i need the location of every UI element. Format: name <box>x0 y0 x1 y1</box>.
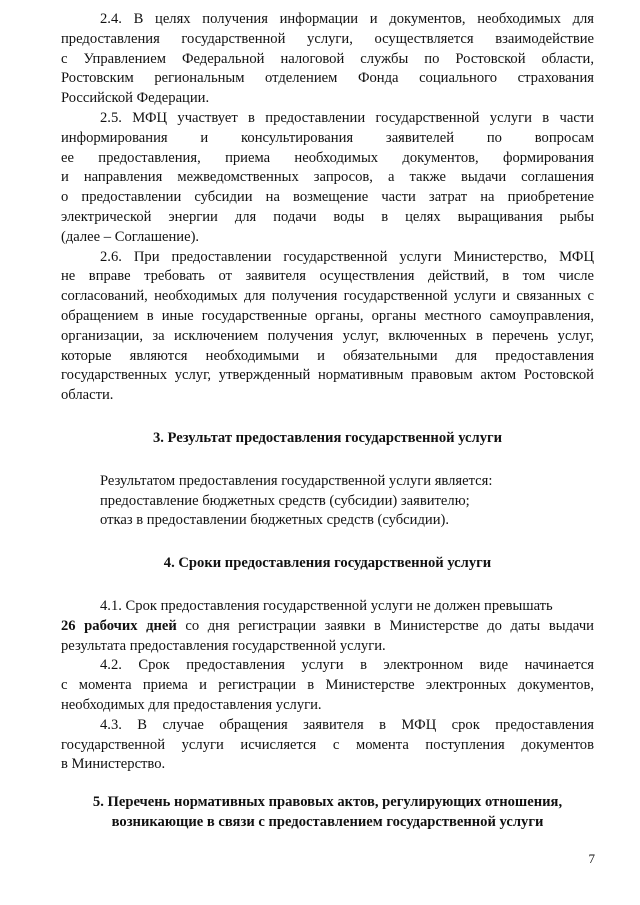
result-list <box>61 472 594 531</box>
text-line: с Управлением Федеральной налоговой службы по Ростовской области, <box>61 50 594 67</box>
text-line: государственных услуг, утвержденный нормативным правовым актом Ростовской <box>61 367 594 384</box>
text-line: согласований, необходимых для получения государственной услуги и связанных с <box>61 288 594 305</box>
paragraph-4-2 <box>61 656 594 715</box>
text-line: ее предоставления, приема необходимых документов, формирования <box>61 149 594 166</box>
text-line: необходимых для предоставления услуги. <box>61 696 322 713</box>
text-line: (далее – Соглашение). <box>61 228 200 245</box>
paragraph-2-6 <box>61 248 594 406</box>
text-line: о предоставлении субсидии на возмещение части затрат на приобретение <box>61 189 594 206</box>
text-line: в Министерство. <box>61 756 166 773</box>
text-line <box>61 617 594 637</box>
text-line: государственной услуги исчисляется с момента поступления документов <box>61 736 594 753</box>
text-line: 2.6. При предоставлении государственной услуги Министерство, МФЦ <box>100 248 594 265</box>
text-line: предоставления государственной услуги, осуществляется взаимодействие <box>61 30 594 47</box>
deadline-rest: со дня регистрации заявки в Министерстве до даты выдачи <box>176 617 594 634</box>
text-line: организации, за исключением получения услуг, включенных в перечень услуг, <box>61 327 594 344</box>
deadline-bold: 26 рабочих дней <box>61 617 177 634</box>
section-heading-3: 3. Результат предоставления государственной услуги <box>152 429 503 446</box>
text-line: не вправе требовать от заявителя осуществления действий, в том числе <box>61 268 594 285</box>
paragraph-4-1 <box>61 597 594 656</box>
paragraph-4-3 <box>61 716 594 775</box>
text-line: Российской Федерации. <box>61 90 210 107</box>
list-item: Результатом предоставления государственной услуги является: <box>100 472 493 489</box>
text-line: электрической энергии для подачи воды в целях выращивания рыбы <box>61 208 594 225</box>
text-line: с момента приема и регистрации в Министерстве электронных документов, <box>61 677 594 694</box>
text-line: 4.3. В случае обращения заявителя в МФЦ срок предоставления <box>100 716 594 733</box>
text-line: 4.2. Срок предоставления услуги в электронном виде начинается <box>100 657 594 674</box>
text-line: обращением в иные государственные органы, органы местного самоуправления, <box>61 307 594 324</box>
text-line: Ростовским региональным отделением Фонда социального страхования <box>61 70 594 87</box>
heading-line: возникающие в связи с предоставлением государственной услуги <box>111 813 544 830</box>
text-line: 2.4. В целях получения информации и документов, необходимых для <box>100 11 594 27</box>
text-line: результата предоставления государственной услуги. <box>61 637 386 654</box>
text-line: и направления межведомственных запросов, а также выдачи соглашения <box>61 169 594 186</box>
section-heading-5 <box>61 793 594 833</box>
paragraph-2-5 <box>61 109 594 248</box>
section-heading-4: 4. Сроки предоставления государственной услуги <box>163 555 492 572</box>
heading-line: 5. Перечень нормативных правовых актов, регулирующих отношения, <box>92 794 563 811</box>
page-body <box>61 10 594 833</box>
text-line: которые являются необходимыми и обязательными для предоставления <box>61 347 594 364</box>
list-item: отказ в предоставлении бюджетных средств (субсидии). <box>100 512 450 529</box>
list-item: предоставление бюджетных средств (субсидии) заявителю; <box>100 492 470 509</box>
text-line: 4.1. Срок предоставления государственной услуги не должен превышать <box>100 597 553 614</box>
text-line: области. <box>61 387 114 404</box>
text-line: 2.5. МФЦ участвует в предоставлении государственной услуги в части <box>100 109 594 126</box>
paragraph-2-4 <box>61 10 594 109</box>
text-line: информирования и консультирования заявителей по вопросам <box>61 129 594 146</box>
page-number: 7 <box>588 851 595 866</box>
